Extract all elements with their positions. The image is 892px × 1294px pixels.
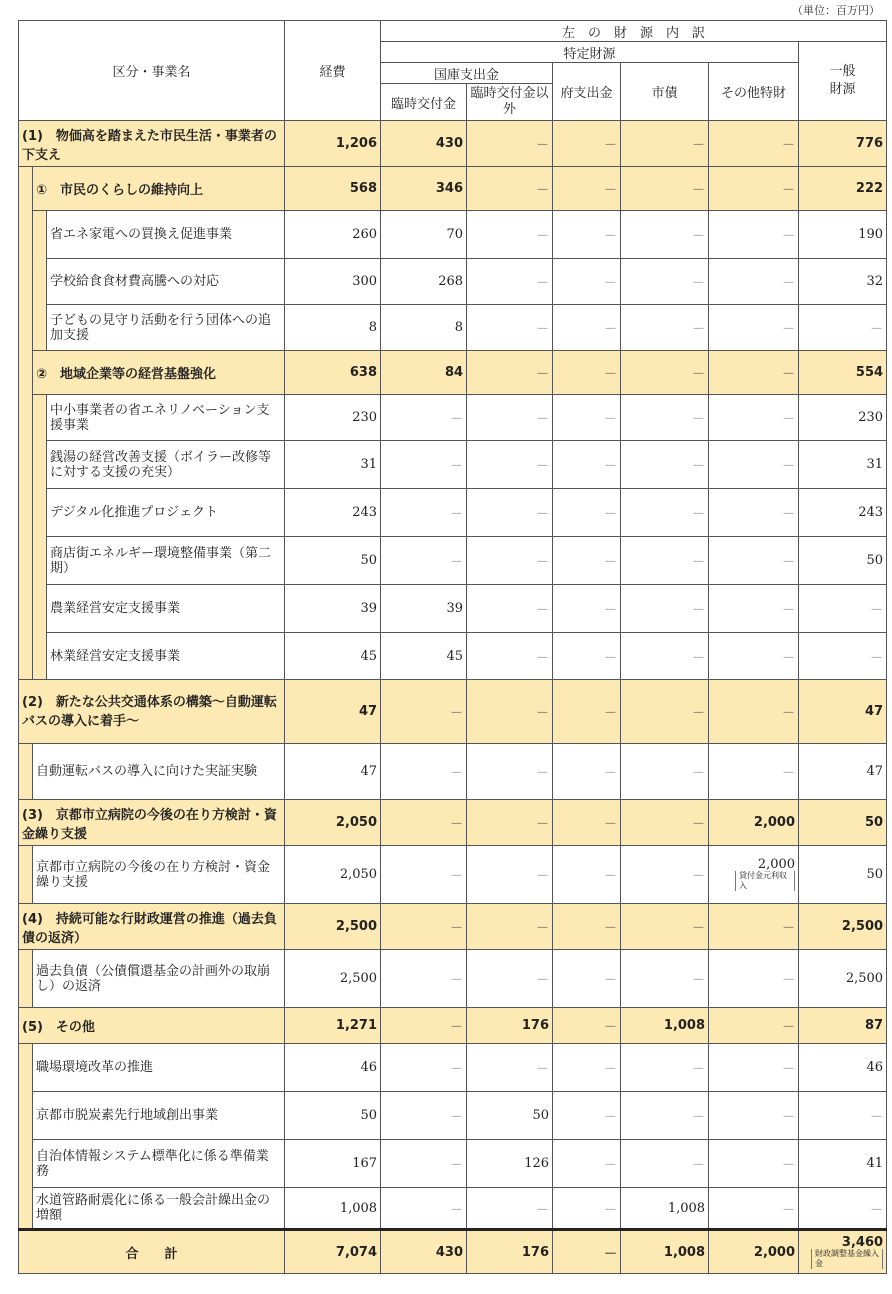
cell-general: 47 <box>799 744 887 800</box>
section-title: (5) その他 <box>19 1008 285 1044</box>
cell-general: － <box>799 633 887 680</box>
other-specific-amount: 2,000 <box>757 857 796 872</box>
cell-cost: 260 <box>285 211 381 259</box>
item-row <box>19 633 887 680</box>
cell-city-bond: － <box>621 259 709 305</box>
cell-other-specific: － <box>709 1044 799 1092</box>
cell-general: 230 <box>799 395 887 441</box>
cell-non-temp: － <box>467 1044 553 1092</box>
cell-temp-grant: － <box>381 950 467 1008</box>
cell-cost: 243 <box>285 489 381 537</box>
item-row <box>19 1092 887 1140</box>
item-row <box>19 305 887 351</box>
item-name: 自治体情報システム標準化に係る準備業務 <box>33 1140 285 1188</box>
cell-temp-grant: 8 <box>381 305 467 351</box>
cell-city-bond: － <box>621 744 709 800</box>
cell-city-bond: － <box>621 395 709 441</box>
item-name: 水道管路耐震化に係る一般会計繰出金の増額 <box>33 1188 285 1230</box>
cell-prefectural: － <box>553 680 621 744</box>
cell-general: － <box>799 305 887 351</box>
indent-bar <box>19 1044 33 1230</box>
cell-general: 32 <box>799 259 887 305</box>
cell-temp-grant: － <box>381 904 467 950</box>
cell-temp-grant: 430 <box>381 121 467 167</box>
item-row <box>19 259 887 305</box>
cell-non-temp: － <box>467 537 553 585</box>
cell-non-temp: 50 <box>467 1092 553 1140</box>
cell-non-temp: － <box>467 211 553 259</box>
cell-non-temp: － <box>467 121 553 167</box>
cell-city-bond: － <box>621 441 709 489</box>
cell-non-temp: － <box>467 167 553 211</box>
cell-cost: 300 <box>285 259 381 305</box>
cell-temp-grant: － <box>381 537 467 585</box>
cell-cost: 47 <box>285 744 381 800</box>
header-specific: 特定財源 <box>381 42 799 63</box>
cell-city-bond: － <box>621 585 709 633</box>
cell-non-temp: － <box>467 351 553 395</box>
cell-temp-grant: － <box>381 846 467 904</box>
cell-cost: 638 <box>285 351 381 395</box>
cell-city-bond: － <box>621 489 709 537</box>
item-name: 京都市脱炭素先行地域創出事業 <box>33 1092 285 1140</box>
cell-other-specific: － <box>709 259 799 305</box>
item-row <box>19 211 887 259</box>
cell-other-specific: － <box>709 904 799 950</box>
item-row <box>19 744 887 800</box>
cell-other-specific: － <box>709 167 799 211</box>
cell-city-bond: － <box>621 680 709 744</box>
cell-other-specific: － <box>709 585 799 633</box>
cell-prefectural: － <box>553 1188 621 1230</box>
section-row <box>19 800 887 846</box>
section-title: (2) 新たな公共交通体系の構築～自動運転バスの導入に着手～ <box>19 680 285 744</box>
cell-city-bond: 1,008 <box>621 1008 709 1044</box>
cell-temp-grant: － <box>381 744 467 800</box>
budget-table <box>18 20 887 1274</box>
cell-prefectural: － <box>553 395 621 441</box>
cell-other-specific: 2,000 <box>709 800 799 846</box>
cell-non-temp: 126 <box>467 1140 553 1188</box>
cell-temp-grant: － <box>381 680 467 744</box>
cell-city-bond: － <box>621 167 709 211</box>
cell-prefectural: － <box>553 800 621 846</box>
cell-general: 50 <box>799 846 887 904</box>
cell-prefectural: － <box>553 441 621 489</box>
total-prefectural: － <box>553 1230 621 1274</box>
cell-other-specific: － <box>709 1008 799 1044</box>
section-row <box>19 1008 887 1044</box>
cell-other-specific: － <box>709 351 799 395</box>
cell-city-bond: － <box>621 800 709 846</box>
cell-city-bond: － <box>621 950 709 1008</box>
item-row <box>19 395 887 441</box>
cell-other-specific: － <box>709 537 799 585</box>
cell-other-specific: － <box>709 211 799 259</box>
total-row <box>19 1230 887 1274</box>
cell-prefectural: － <box>553 744 621 800</box>
cell-cost: 1,206 <box>285 121 381 167</box>
total-general-amount: 3,460 <box>841 1234 884 1250</box>
cell-non-temp: － <box>467 395 553 441</box>
cell-prefectural: － <box>553 121 621 167</box>
cell-city-bond: － <box>621 1140 709 1188</box>
cell-cost: 167 <box>285 1140 381 1188</box>
cell-prefectural: － <box>553 211 621 259</box>
cell-temp-grant: 84 <box>381 351 467 395</box>
cell-general: 243 <box>799 489 887 537</box>
cell-cost: 45 <box>285 633 381 680</box>
item-name: 林業経営安定支援事業 <box>47 633 285 680</box>
cell-other-specific: － <box>709 441 799 489</box>
cell-cost: 50 <box>285 1092 381 1140</box>
cell-general: 87 <box>799 1008 887 1044</box>
indent-bar <box>19 167 33 680</box>
cell-city-bond: － <box>621 904 709 950</box>
other-specific-note: 貸付金元利収入 <box>735 871 795 891</box>
cell-prefectural: － <box>553 167 621 211</box>
cell-other-specific: － <box>709 1188 799 1230</box>
cell-prefectural: － <box>553 1008 621 1044</box>
cell-city-bond: － <box>621 633 709 680</box>
cell-cost: 39 <box>285 585 381 633</box>
cell-general: 2,500 <box>799 904 887 950</box>
cell-other-specific <box>709 846 799 904</box>
cell-prefectural: － <box>553 305 621 351</box>
item-name: 子どもの見守り活動を行う団体への追加支援 <box>47 305 285 351</box>
indent-bar <box>33 395 47 680</box>
cell-cost: 568 <box>285 167 381 211</box>
header-general: 一般財源 <box>799 42 887 121</box>
total-non-temp: 176 <box>467 1230 553 1274</box>
cell-cost: 31 <box>285 441 381 489</box>
unit-note: （単位：百万円） <box>792 4 880 17</box>
header-category: 区分・事業名 <box>19 21 285 121</box>
cell-non-temp: － <box>467 680 553 744</box>
item-name: 自動運転バスの導入に向けた実証実験 <box>33 744 285 800</box>
item-row <box>19 585 887 633</box>
cell-temp-grant: － <box>381 1044 467 1092</box>
cell-cost: 1,008 <box>285 1188 381 1230</box>
item-row <box>19 1188 887 1230</box>
subsection-title: ① 市民のくらしの維持向上 <box>33 167 285 211</box>
header-national: 国庫支出金 <box>381 63 553 84</box>
section-row <box>19 904 887 950</box>
cell-temp-grant: 39 <box>381 585 467 633</box>
item-name: 銭湯の経営改善支援（ボイラー改修等に対する支援の充実） <box>47 441 285 489</box>
cell-non-temp: － <box>467 1188 553 1230</box>
cell-city-bond: － <box>621 846 709 904</box>
item-row <box>19 1140 887 1188</box>
cell-non-temp: － <box>467 585 553 633</box>
subsection-row <box>19 351 887 395</box>
cell-temp-grant: 45 <box>381 633 467 680</box>
cell-general: 46 <box>799 1044 887 1092</box>
section-title: (3) 京都市立病院の今後の在り方検討・資金繰り支援 <box>19 800 285 846</box>
cell-other-specific: － <box>709 121 799 167</box>
item-row <box>19 537 887 585</box>
cell-temp-grant: － <box>381 441 467 489</box>
header-prefectural: 府支出金 <box>553 63 621 121</box>
section-title: (1) 物価高を踏まえた市民生活・事業者の下支え <box>19 121 285 167</box>
cell-cost: 1,271 <box>285 1008 381 1044</box>
cell-city-bond: － <box>621 537 709 585</box>
cell-cost: 8 <box>285 305 381 351</box>
cell-temp-grant: － <box>381 395 467 441</box>
total-general-note: 財政調整基金繰入金 <box>811 1249 883 1269</box>
cell-temp-grant: － <box>381 1188 467 1230</box>
cell-prefectural: － <box>553 1044 621 1092</box>
cell-cost: 50 <box>285 537 381 585</box>
item-name: 中小事業者の省エネリノベーション支援事業 <box>47 395 285 441</box>
cell-non-temp: － <box>467 744 553 800</box>
cell-prefectural: － <box>553 633 621 680</box>
total-other-specific: 2,000 <box>709 1230 799 1274</box>
item-row <box>19 1044 887 1092</box>
cell-cost: 47 <box>285 680 381 744</box>
section-title: (4) 持続可能な行財政運営の推進（過去負債の返済） <box>19 904 285 950</box>
cell-prefectural: － <box>553 1092 621 1140</box>
cell-cost: 2,500 <box>285 950 381 1008</box>
cell-non-temp: － <box>467 633 553 680</box>
cell-city-bond: － <box>621 305 709 351</box>
item-name: 過去負債（公債償還基金の計画外の取崩し）の返済 <box>33 950 285 1008</box>
header-other-specific: その他特財 <box>709 63 799 121</box>
cell-prefectural: － <box>553 259 621 305</box>
cell-general: 50 <box>799 800 887 846</box>
cell-temp-grant: － <box>381 800 467 846</box>
cell-general: 41 <box>799 1140 887 1188</box>
cell-non-temp: － <box>467 950 553 1008</box>
cell-cost: 230 <box>285 395 381 441</box>
cell-other-specific: － <box>709 680 799 744</box>
item-row <box>19 846 887 904</box>
cell-temp-grant: 268 <box>381 259 467 305</box>
section-row <box>19 121 887 167</box>
cell-other-specific: － <box>709 633 799 680</box>
cell-temp-grant: － <box>381 489 467 537</box>
header-breakdown: 左 の 財 源 内 訳 <box>381 21 887 42</box>
cell-general: 190 <box>799 211 887 259</box>
cell-general: 31 <box>799 441 887 489</box>
indent-bar <box>19 846 33 904</box>
cell-non-temp: 176 <box>467 1008 553 1044</box>
cell-temp-grant: － <box>381 1092 467 1140</box>
item-name: 農業経営安定支援事業 <box>47 585 285 633</box>
item-row <box>19 489 887 537</box>
cell-non-temp: － <box>467 259 553 305</box>
cell-non-temp: － <box>467 846 553 904</box>
cell-general: 776 <box>799 121 887 167</box>
cell-city-bond: － <box>621 1044 709 1092</box>
cell-general: － <box>799 1188 887 1230</box>
cell-prefectural: － <box>553 950 621 1008</box>
item-name: デジタル化推進プロジェクト <box>47 489 285 537</box>
cell-cost: 2,050 <box>285 800 381 846</box>
header-city-bond: 市債 <box>621 63 709 121</box>
cell-general: 554 <box>799 351 887 395</box>
item-name: 省エネ家電への買換え促進事業 <box>47 211 285 259</box>
indent-bar <box>19 744 33 800</box>
cell-temp-grant: － <box>381 1140 467 1188</box>
cell-temp-grant: 70 <box>381 211 467 259</box>
cell-prefectural: － <box>553 585 621 633</box>
cell-other-specific: － <box>709 489 799 537</box>
cell-other-specific: － <box>709 305 799 351</box>
cell-city-bond: 1,008 <box>621 1188 709 1230</box>
cell-prefectural: － <box>553 489 621 537</box>
cell-non-temp: － <box>467 800 553 846</box>
item-name: 京都市立病院の今後の在り方検討・資金繰り支援 <box>33 846 285 904</box>
item-name: 学校給食食材費高騰への対応 <box>47 259 285 305</box>
item-row <box>19 441 887 489</box>
cell-prefectural: － <box>553 904 621 950</box>
cell-general: － <box>799 585 887 633</box>
cell-other-specific: － <box>709 1140 799 1188</box>
cell-other-specific: － <box>709 1092 799 1140</box>
total-temp-grant: 430 <box>381 1230 467 1274</box>
item-name: 商店街エネルギー環境整備事業（第二期） <box>47 537 285 585</box>
total-cost: 7,074 <box>285 1230 381 1274</box>
cell-temp-grant: － <box>381 1008 467 1044</box>
cell-cost: 46 <box>285 1044 381 1092</box>
cell-non-temp: － <box>467 489 553 537</box>
total-city-bond: 1,008 <box>621 1230 709 1274</box>
cell-prefectural: － <box>553 537 621 585</box>
cell-general: － <box>799 1092 887 1140</box>
item-name: 職場環境改革の推進 <box>33 1044 285 1092</box>
cell-cost: 2,050 <box>285 846 381 904</box>
cell-city-bond: － <box>621 121 709 167</box>
cell-cost: 2,500 <box>285 904 381 950</box>
header-temp-grant: 臨時交付金 <box>381 84 467 121</box>
item-row <box>19 950 887 1008</box>
cell-general: 47 <box>799 680 887 744</box>
cell-other-specific: － <box>709 950 799 1008</box>
indent-bar <box>33 211 47 351</box>
subsection-row <box>19 167 887 211</box>
cell-non-temp: － <box>467 441 553 489</box>
cell-general: 222 <box>799 167 887 211</box>
cell-general: 2,500 <box>799 950 887 1008</box>
cell-non-temp: － <box>467 904 553 950</box>
cell-temp-grant: 346 <box>381 167 467 211</box>
header-non-temp: 臨時交付金以外 <box>467 84 553 121</box>
cell-prefectural: － <box>553 1140 621 1188</box>
subsection-title: ② 地域企業等の経営基盤強化 <box>33 351 285 395</box>
header-cost: 経費 <box>285 21 381 121</box>
cell-non-temp: － <box>467 305 553 351</box>
cell-general: 50 <box>799 537 887 585</box>
cell-city-bond: － <box>621 351 709 395</box>
total-label: 合 計 <box>19 1230 285 1274</box>
cell-other-specific: － <box>709 395 799 441</box>
cell-prefectural: － <box>553 846 621 904</box>
cell-city-bond: － <box>621 211 709 259</box>
cell-prefectural: － <box>553 351 621 395</box>
cell-city-bond: － <box>621 1092 709 1140</box>
total-general <box>799 1230 887 1274</box>
section-row <box>19 680 887 744</box>
cell-other-specific: － <box>709 744 799 800</box>
indent-bar <box>19 950 33 1008</box>
